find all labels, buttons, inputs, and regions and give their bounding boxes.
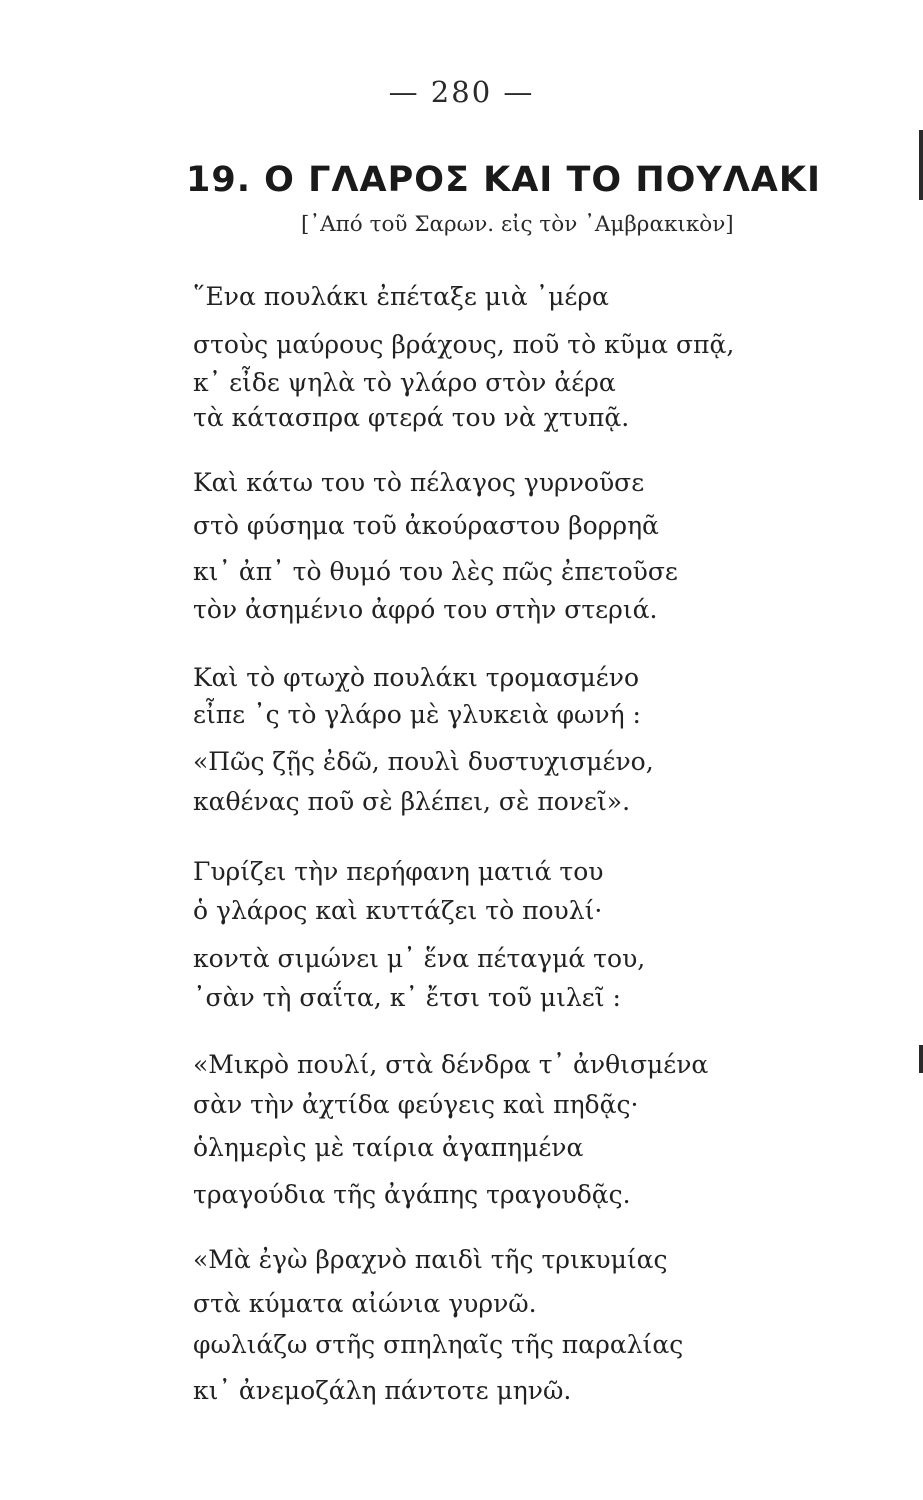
page-edge-mark-bottom <box>919 1045 923 1073</box>
poem-line: ὁλημερὶς μὲ ταίρια ἀγαπημένα <box>193 1133 584 1162</box>
poem-line: τὸν ἀσημένιο ἀφρό του στὴν στεριά. <box>193 595 658 624</box>
poem-line: «Μικρὸ πουλί, στὰ δένδρα τ᾽ ἀνθισμένα <box>193 1050 709 1079</box>
poem-line: ᾽σὰν τὴ σαΐτα, κ᾽ ἔτσι τοῦ μιλεῖ : <box>193 983 621 1012</box>
poem-line: κι᾽ ἀπ᾽ τὸ θυμό του λὲς πῶς ἐπετοῦσε <box>193 557 678 586</box>
poem-line: ῞Ενα πουλάκι ἐπέταξε μιὰ ᾽μέρα <box>193 282 609 311</box>
poem-line: φωλιάζω στῆς σπηληαῖς τῆς παραλίας <box>193 1330 684 1359</box>
poem-line: κι᾽ ἀνεμοζάλη πάντοτε μηνῶ. <box>193 1376 572 1405</box>
poem-line: «Μὰ ἐγὼ βραχνὸ παιδὶ τῆς τρικυμίας <box>193 1245 668 1274</box>
poem-title: 19. Ο ΓΛΑΡΟΣ ΚΑΙ ΤΟ ΠΟΥΛΑΚΙ <box>186 160 822 200</box>
poem-line: στὸ φύσημα τοῦ ἀκούραστου βορρηᾶ <box>193 511 659 540</box>
page-number: — 280 — <box>388 75 535 109</box>
poem-line: κοντὰ σιμώνει μ᾽ ἕνα πέταγμά του, <box>193 944 646 973</box>
poem-line: κ᾽ εἶδε ψηλὰ τὸ γλάρο στὸν ἀέρα <box>193 368 616 397</box>
poem-line: καθένας ποῦ σὲ βλέπει, σὲ πονεῖ». <box>193 787 631 816</box>
poem-line: τραγούδια τῆς ἀγάπης τραγουδᾷς. <box>193 1180 631 1209</box>
poem-line: σὰν τὴν ἀχτίδα φεύγεις καὶ πηδᾷς· <box>193 1090 639 1119</box>
poem-line: ὁ γλάρος καὶ κυττάζει τὸ πουλί· <box>193 896 603 925</box>
poem-line: στοὺς μαύρους βράχους, ποῦ τὸ κῦμα σπᾷ, <box>193 330 735 359</box>
poem-line: στὰ κύματα αἰώνια γυρνῶ. <box>193 1289 537 1318</box>
poem-line: Γυρίζει τὴν περήφανη ματιά του <box>193 857 604 886</box>
poem-source: [᾽Από τοῦ Σαρων. εἰς τὸν ᾽Αμβρακικὸν] <box>301 212 734 237</box>
poem-line: τὰ κάτασπρα φτερά του νὰ χτυπᾷ. <box>193 403 630 432</box>
poem-line: Καὶ τὸ φτωχὸ πουλάκι τρομασμένο <box>193 663 640 692</box>
poem-line: εἶπε ᾽ς τὸ γλάρο μὲ γλυκειὰ φωνή : <box>193 700 641 729</box>
poem-line: Καὶ κάτω του τὸ πέλαγος γυρνοῦσε <box>193 468 645 497</box>
page-edge-mark-top <box>919 130 923 200</box>
poem-line: «Πῶς ζῇς ἐδῶ, πουλὶ δυστυχισμένο, <box>193 747 654 776</box>
